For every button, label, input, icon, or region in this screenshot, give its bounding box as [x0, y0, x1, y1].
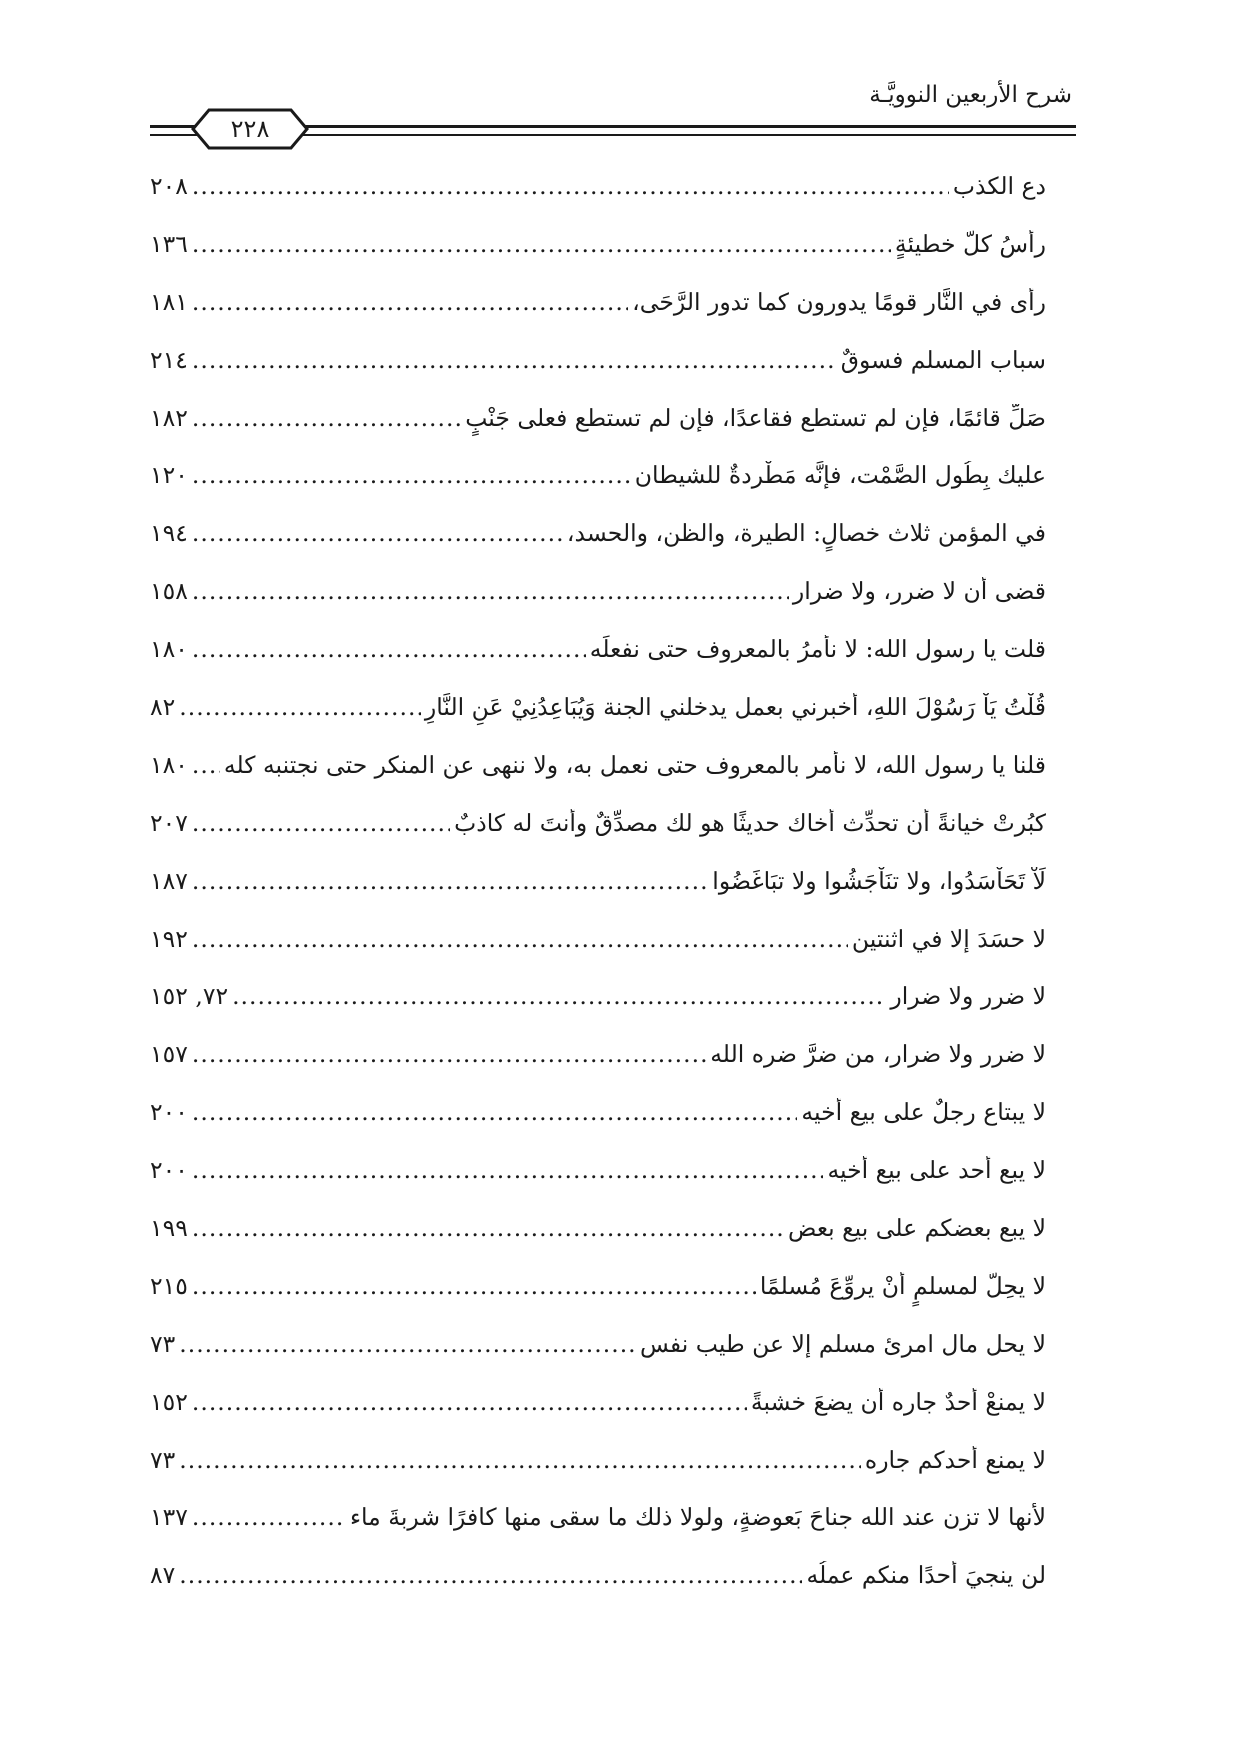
entry-page-number: ١٩٤: [150, 519, 188, 548]
entry-text: لا يحِلُّ لمسلمٍ أنْ يروِّعَ مُسلمًا: [759, 1271, 1046, 1300]
dot-leader: [192, 1098, 798, 1126]
index-entry: [150, 693, 1046, 751]
index-entry: [150, 867, 1046, 925]
index-entry: [150, 1098, 1046, 1156]
index-entry: [150, 1040, 1046, 1098]
index-entry: [150, 1561, 1046, 1619]
entry-text: لَاْ تَحَاْسَدُوا، ولا تنَاْجَشُوا ولا تبَاغَضُوا: [712, 866, 1046, 895]
entry-text: سباب المسلم فسوقٌ: [840, 345, 1046, 374]
entry-text: لأنها لا تزن عند الله جناحَ بَعوضةٍ، ولولا ذلك ما سقى منها كافرًا شربةَ ماء: [349, 1503, 1046, 1532]
dot-leader: [232, 982, 886, 1010]
entry-text: قلنا يا رسول الله، لا نأمر بالمعروف حتى نعمل به، ولا ننهى عن المنكر حتى نجتنبه كله: [223, 750, 1046, 779]
entry-text: لن ينجيَ أحدًا منكم عملُه: [806, 1561, 1046, 1590]
entry-page-number: ١٨٠: [150, 635, 188, 664]
dot-leader: [192, 1214, 784, 1242]
index-entry: [150, 519, 1046, 577]
index-entry: [150, 346, 1046, 404]
entry-page-number: ١٥٢: [150, 1387, 188, 1416]
entry-text: لا ضرر ولا ضرار: [890, 982, 1046, 1011]
index-entry: [150, 1214, 1046, 1272]
entry-page-number: ٢٠٨: [150, 172, 188, 200]
index-entry: [150, 1330, 1046, 1388]
dot-leader: [192, 751, 220, 779]
entry-page-number: ٨٧: [150, 1561, 176, 1590]
index-entry: [150, 982, 1046, 1040]
index-entry: [150, 1156, 1046, 1214]
dot-leader: [179, 693, 421, 721]
index-entry: [150, 1272, 1046, 1330]
entry-text: لا يمنعْ أحدٌ جاره أن يضعَ خشبةً: [750, 1387, 1046, 1416]
entry-page-number: ١٨٢: [150, 403, 188, 432]
dot-leader: [179, 1330, 636, 1358]
dot-leader: [192, 1272, 756, 1300]
entry-page-number: ١٨٧: [150, 866, 188, 895]
entry-page-number: ٧٣: [150, 1329, 176, 1358]
dot-leader: [192, 1388, 747, 1416]
index-entry: [150, 1503, 1046, 1561]
index-entry: [150, 1446, 1046, 1504]
entry-page-number: ٢١٤: [150, 345, 188, 374]
dot-leader: [192, 635, 586, 663]
dot-leader: [192, 288, 628, 316]
hadith-index-list: [150, 172, 1046, 1619]
index-entry: [150, 461, 1046, 519]
dot-leader: [192, 172, 949, 200]
index-entry: [150, 230, 1046, 288]
entry-page-number: ١٣٧: [150, 1503, 188, 1532]
index-entry: [150, 1388, 1046, 1446]
entry-page-number: ٢٠٧: [150, 808, 188, 837]
entry-page-number: ٢٠٠: [150, 1156, 188, 1185]
dot-leader: [192, 461, 631, 489]
entry-page-number: ٨٢: [150, 693, 176, 722]
entry-page-number: ١٩٢: [150, 924, 188, 953]
entry-text: صَلِّ قائمًا، فإن لم تستطع فقاعدًا، فإن لم تستطع فعلى جَنْبٍ: [465, 403, 1046, 432]
entry-text: لا حسَدَ إلا في اثنتين: [851, 924, 1046, 953]
index-entry: [150, 288, 1046, 346]
entry-text: لا يبتاع رجلٌ على بيع أخيه: [801, 1098, 1046, 1127]
entry-page-number: ٢٠٠: [150, 1098, 188, 1127]
entry-text: قلت يا رسول الله: لا نأمرُ بالمعروف حتى نفعلَه: [589, 635, 1046, 664]
book-title: شرح الأربعين النوويَّـة: [869, 82, 1072, 108]
entry-text: في المؤمن ثلاث خصالٍ: الطيرة، والظن، والحسد،: [566, 519, 1046, 548]
index-entry: [150, 925, 1046, 983]
dot-leader: [192, 1040, 706, 1068]
entry-text: قضى أن لا ضرر، ولا ضرار: [792, 577, 1046, 606]
dot-leader: [192, 925, 848, 953]
entry-page-number: ١٩٩: [150, 1214, 188, 1243]
entry-text: لا يبع بعضكم على بيع بعض: [788, 1214, 1046, 1243]
dot-leader: [192, 1156, 824, 1184]
page-number: ٢٢٨: [230, 115, 270, 143]
dot-leader: [192, 404, 461, 432]
entry-page-number: ١٨٠: [150, 750, 188, 779]
entry-text: لا يمنع أحدكم جاره: [864, 1445, 1046, 1474]
entry-text: لا يحل مال امرئ مسلم إلا عن طيب نفس: [639, 1329, 1046, 1358]
dot-leader: [179, 1561, 802, 1589]
entry-page-number: ١٥٧: [150, 1040, 188, 1069]
entry-page-number: ٢١٥: [150, 1271, 188, 1300]
entry-page-number: ١٥٨: [150, 577, 188, 606]
entry-page-number: ١٣٦: [150, 229, 188, 258]
page-number-badge: [191, 108, 309, 150]
entry-text: لا ضرر ولا ضرار، من ضرَّ ضره الله: [710, 1040, 1046, 1069]
index-entry: [150, 751, 1046, 809]
dot-leader: [192, 519, 563, 547]
entry-page-number: ١٢٠: [150, 461, 188, 490]
entry-text: لا يبع أحد على بيع أخيه: [827, 1156, 1046, 1185]
dot-leader: [192, 346, 837, 374]
entry-text: رأسُ كلّ خطيئةٍ: [894, 229, 1046, 258]
entry-text: كبُرتْ خيانةً أن تحدِّث أخاك حديثًا هو لك مصدِّقٌ وأنتَ له كاذبٌ: [454, 808, 1046, 837]
index-entry: [150, 577, 1046, 635]
dot-leader: [192, 230, 891, 258]
dot-leader: [192, 867, 708, 895]
dot-leader: [179, 1446, 861, 1474]
entry-text: رأى في النَّار قومًا يدورون كما تدور الرَّحَى،: [632, 287, 1046, 316]
index-entry: [150, 635, 1046, 693]
dot-leader: [192, 577, 789, 605]
index-entry: [150, 172, 1046, 230]
entry-page-number: ٧٣: [150, 1445, 176, 1474]
dot-leader: [192, 1503, 346, 1531]
entry-text: عليك بِطُول الصَّمْت، فإنَّه مَطْردةٌ للشيطان: [634, 461, 1046, 490]
entry-page-number: ٧٢, ١٥٢: [150, 982, 229, 1011]
entry-page-number: ١٨١: [150, 287, 188, 316]
entry-text: دع الكذب: [952, 172, 1046, 200]
dot-leader: [192, 809, 450, 837]
index-entry: [150, 809, 1046, 867]
index-entry: [150, 404, 1046, 462]
entry-text: قُلْتُ يَاْ رَسُوْلَ اللهِ، أخبرني بعمل يدخلني الجنة وَيُبَاعِدُنِيْ عَنِ النَّارِ: [424, 693, 1046, 722]
